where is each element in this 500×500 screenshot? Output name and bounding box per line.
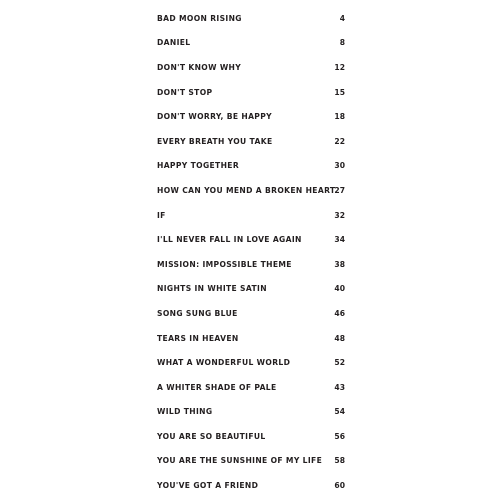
page-number: 58 — [334, 456, 345, 466]
song-title: YOU'VE GOT A FRIEND — [157, 481, 259, 491]
page-number: 34 — [334, 235, 345, 245]
song-title: HAPPY TOGETHER — [157, 161, 240, 171]
song-title: SONG SUNG BLUE — [157, 308, 238, 318]
toc-entry — [157, 129, 345, 154]
toc-entry — [157, 252, 345, 277]
page-number: 48 — [334, 333, 345, 343]
table-of-contents — [157, 6, 345, 498]
page-number: 22 — [334, 136, 345, 146]
page-number: 60 — [334, 481, 345, 491]
song-title: I'LL NEVER FALL IN LOVE AGAIN — [157, 235, 302, 245]
toc-entry — [157, 350, 345, 375]
toc-entry — [157, 6, 345, 31]
toc-entry — [157, 424, 345, 449]
song-title: YOU ARE THE SUNSHINE OF MY LIFE — [157, 456, 323, 466]
page-number: 32 — [334, 210, 345, 220]
toc-entry — [157, 80, 345, 105]
toc-entry — [157, 104, 345, 129]
song-title: MISSION: IMPOSSIBLE THEME — [157, 259, 292, 269]
toc-entry — [157, 326, 345, 351]
toc-entry — [157, 375, 345, 400]
song-title: WILD THING — [157, 407, 213, 417]
song-title: YOU ARE SO BEAUTIFUL — [157, 431, 266, 441]
page-number: 4 — [339, 13, 345, 23]
toc-entry — [157, 400, 345, 425]
song-title: DON'T WORRY, BE HAPPY — [157, 112, 272, 122]
toc-entry — [157, 55, 345, 80]
page-number: 12 — [334, 62, 345, 72]
page-number: 54 — [334, 407, 345, 417]
toc-entry — [157, 449, 345, 474]
page-number: 18 — [334, 112, 345, 122]
song-title: DANIEL — [157, 38, 191, 48]
song-title: IF — [157, 210, 166, 220]
toc-entry — [157, 277, 345, 302]
toc-entry — [157, 154, 345, 179]
song-title: TEARS IN HEAVEN — [157, 333, 239, 343]
page-number: 8 — [339, 38, 345, 48]
song-title: WHAT A WONDERFUL WORLD — [157, 358, 291, 368]
page-number: 43 — [334, 382, 345, 392]
page-number: 52 — [334, 358, 345, 368]
toc-entry — [157, 301, 345, 326]
toc-entry — [157, 203, 345, 228]
toc-entry — [157, 31, 345, 56]
song-title: BAD MOON RISING — [157, 13, 242, 23]
toc-entry — [157, 473, 345, 498]
page-number: 46 — [334, 308, 345, 318]
song-title: DON'T STOP — [157, 87, 213, 97]
toc-entry — [157, 178, 345, 203]
page-number: 56 — [334, 431, 345, 441]
page-number: 30 — [334, 161, 345, 171]
song-title: A WHITER SHADE OF PALE — [157, 382, 277, 392]
song-title: NIGHTS IN WHITE SATIN — [157, 284, 267, 294]
song-title: DON'T KNOW WHY — [157, 62, 242, 72]
toc-entry — [157, 227, 345, 252]
page-number: 15 — [334, 87, 345, 97]
song-title: EVERY BREATH YOU TAKE — [157, 136, 273, 146]
page-number: 38 — [334, 259, 345, 269]
page-number: 27 — [334, 185, 345, 195]
song-title: HOW CAN YOU MEND A BROKEN HEART — [157, 185, 336, 195]
page-number: 40 — [334, 284, 345, 294]
